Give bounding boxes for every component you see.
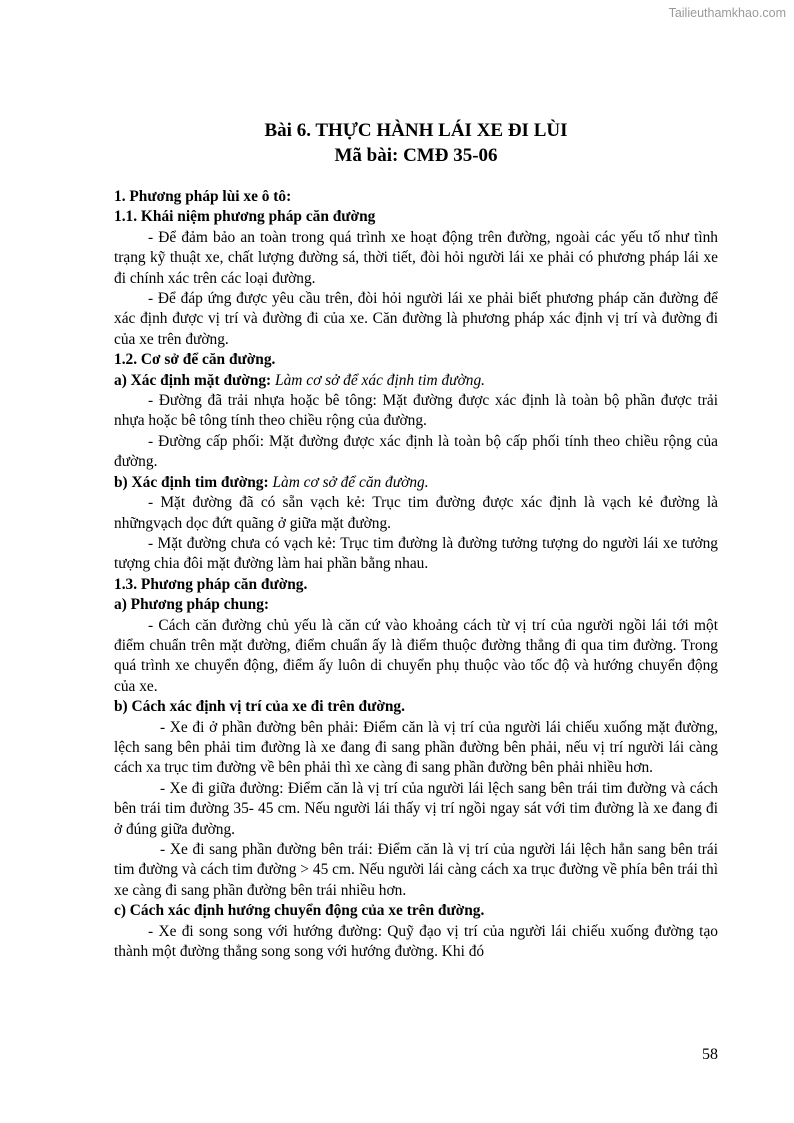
paragraph: - Mặt đường đã có sẵn vạch kẻ: Trục tim đường được xác định là vạch kẻ đường là nhữngvạch dọc đứt quãng ở giữa mặt đường. — [114, 494, 718, 532]
document-body — [114, 187, 718, 962]
paragraph: - Để đáp ứng được yêu cầu trên, đòi hỏi người lái xe phải biết phương pháp căn đường để xác định được vị trí và đường đi của xe. Căn đường là phương pháp xác định vị trí và đường đi của xe trên đường. — [114, 290, 718, 348]
subheading-b-note: Làm cơ sở để căn đường. — [272, 473, 429, 491]
document-page — [114, 118, 718, 962]
subheading-b: b) Xác định tim đường: — [114, 473, 269, 491]
subheading-vehicle-direction: c) Cách xác định hướng chuyển động của xe trên đường. — [114, 902, 485, 920]
paragraph: - Xe đi giữa đường: Điểm căn là vị trí của người lái lệch sang bên trái tim đường và cách bên trái tim đường 35- 45 cm. Nếu người lái thấy vị trí ngồi ngay sát với tim đường là xe đang đi ở đúng giữa đường. — [114, 779, 718, 838]
subheading-a: a) Xác định mặt đường: — [114, 371, 272, 389]
paragraph: - Cách căn đường chủ yếu là căn cứ vào khoảng cách từ vị trí của người ngồi lái tới một điểm chuẩn trên mặt đường, điểm chuẩn ấy là điểm thuộc đường thẳng đi qua tim đường. Trong quá trình xe chuyển động, điểm ấy luôn di chuyển phụ thuộc vào tốc độ và hướng chuyển động của xe. — [114, 616, 718, 695]
subheading-vehicle-position: b) Cách xác định vị trí của xe đi trên đường. — [114, 698, 405, 716]
subheading-a-note: Làm cơ sở để xác định tim đường. — [275, 371, 486, 389]
section-heading-1-3: 1.3. Phương pháp căn đường. — [114, 575, 308, 593]
lesson-title — [114, 118, 718, 168]
paragraph: - Mặt đường chưa có vạch kẻ: Trục tim đường là đường tưởng tượng do người lái xe tưởng tượng chia đôi mặt đường làm hai phần bằng nhau. — [114, 534, 718, 573]
section-heading-1-2: 1.2. Cơ sở để căn đường. — [114, 351, 276, 369]
subheading-general-method: a) Phương pháp chung: — [114, 596, 270, 614]
subheading-b-row — [114, 473, 718, 493]
paragraph: - Xe đi sang phần đường bên trái: Điểm căn là vị trí của người lái lệch hẳn sang bên trái tim đường và cách tim đường > 45 cm. Nếu người lái càng cách xa trục đường về phía bên trái thì xe càng đi sang phần đường bên trái nhiều hơn. — [114, 841, 718, 899]
paragraph: - Đường đã trải nhựa hoặc bê tông: Mặt đường được xác định là toàn bộ phần được trải nhựa hoặc bê tông tính theo chiều rộng của đường. — [114, 392, 718, 430]
paragraph: - Xe đi ở phần đường bên phải: Điểm căn là vị trí của người lái chiếu xuống mặt đường, lệch sang bên phải tim đường là xe đang đi sang phần đường bên phải, nếu vị trí người lái càng cách xa trục tim đường về bên phải thì xe càng đi sang phần đường bên phải nhiều hơn. — [114, 718, 718, 777]
section-heading-1: 1. Phương pháp lùi xe ô tô: — [114, 188, 292, 205]
subheading-a-row — [114, 371, 718, 391]
page-number: 58 — [702, 1046, 718, 1063]
paragraph: - Xe đi song song với hướng đường: Quỹ đạo vị trí của người lái chiếu xuống đường tạo thành một đường thẳng song song với hướng đường. Khi đó — [114, 922, 718, 961]
watermark: Tailieuthamkhao.com — [668, 6, 786, 20]
paragraph: - Đường cấp phối: Mặt đường được xác định là toàn bộ cấp phối tính theo chiều rộng của đường. — [114, 432, 718, 471]
section-heading-1-1: 1.1. Khái niệm phương pháp căn đường — [114, 208, 376, 226]
paragraph: - Để đảm bảo an toàn trong quá trình xe hoạt động trên đường, ngoài các yếu tố như tình trạng kỹ thuật xe, chất lượng đường sá, thời tiết, đòi hỏi người lái xe phải có phương pháp lái xe đi chính xác trên các loại đường. — [114, 228, 718, 287]
lesson-title-line-1: Bài 6. THỰC HÀNH LÁI XE ĐI LÙI — [264, 120, 568, 141]
lesson-code: Mã bài: CMĐ 35-06 — [334, 145, 498, 166]
